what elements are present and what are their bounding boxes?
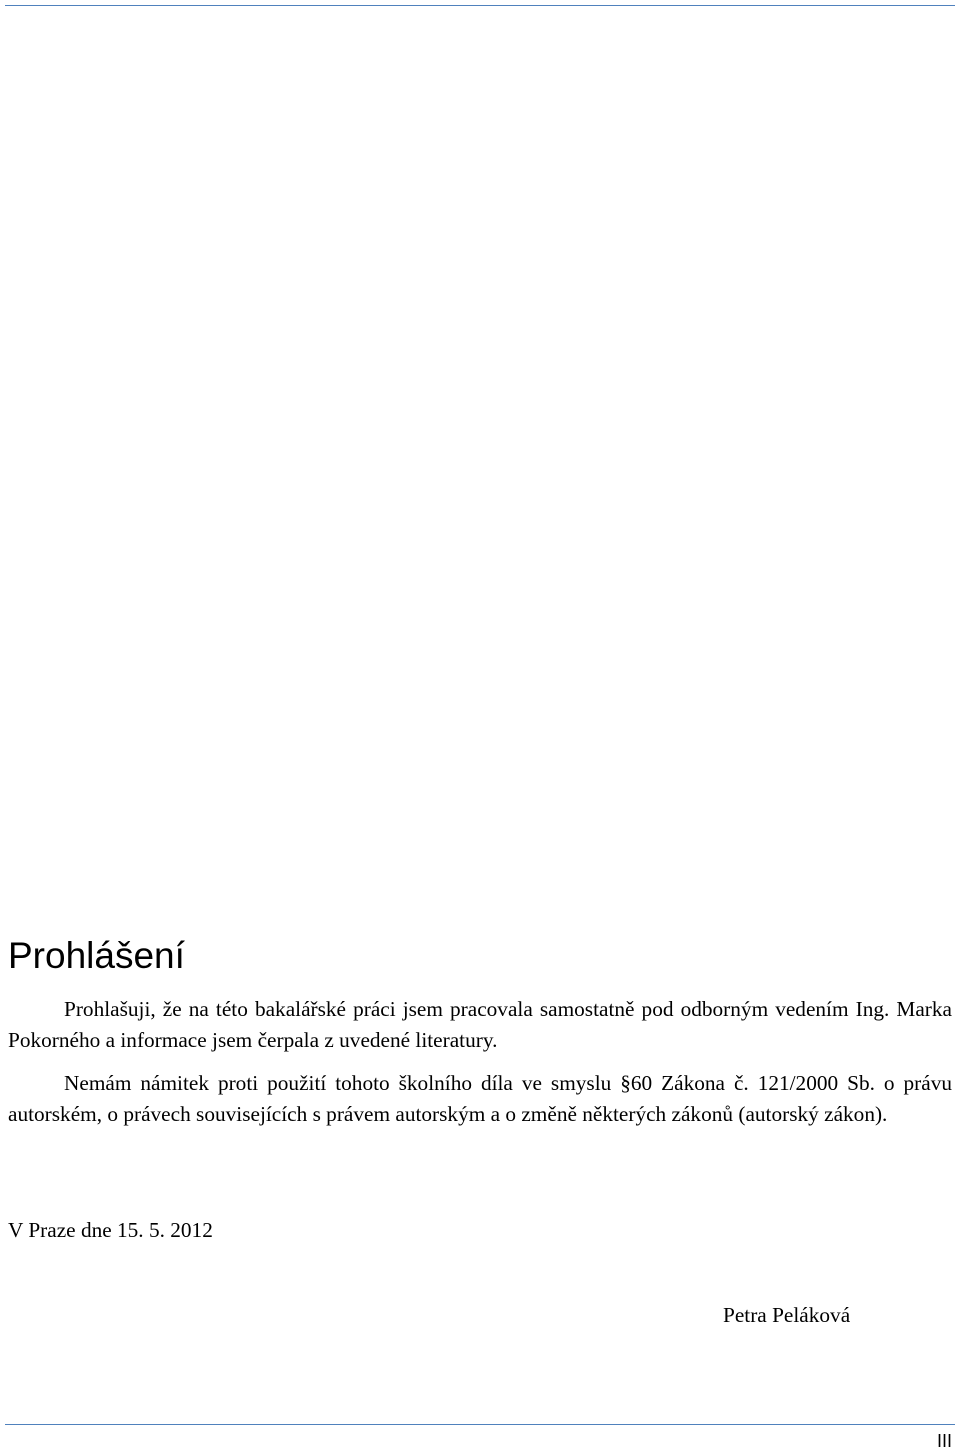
author-signature: Petra Peláková — [723, 1303, 851, 1327]
header-rule — [5, 5, 955, 6]
place-and-date: V Praze dne 15. 5. 2012 — [8, 1218, 213, 1242]
declaration-paragraph-1: Prohlašuji, že na této bakalářské práci jsem pracovala samostatně pod odborným vedením Ing. Marka Pokorného a informace jsem čerpala z uvedené literatury. — [8, 997, 952, 1052]
footer-rule — [5, 1424, 955, 1425]
page-title: Prohlášení — [8, 935, 185, 976]
page-number: III — [936, 1431, 952, 1451]
declaration-paragraph-2: Nemám námitek proti použití tohoto školního díla ve smyslu §60 Zákona č. 121/2000 Sb. o právu autorském, o právech souvisejících s právem autorským a o změně některých zákonů (autorský zákon). — [8, 1071, 952, 1126]
